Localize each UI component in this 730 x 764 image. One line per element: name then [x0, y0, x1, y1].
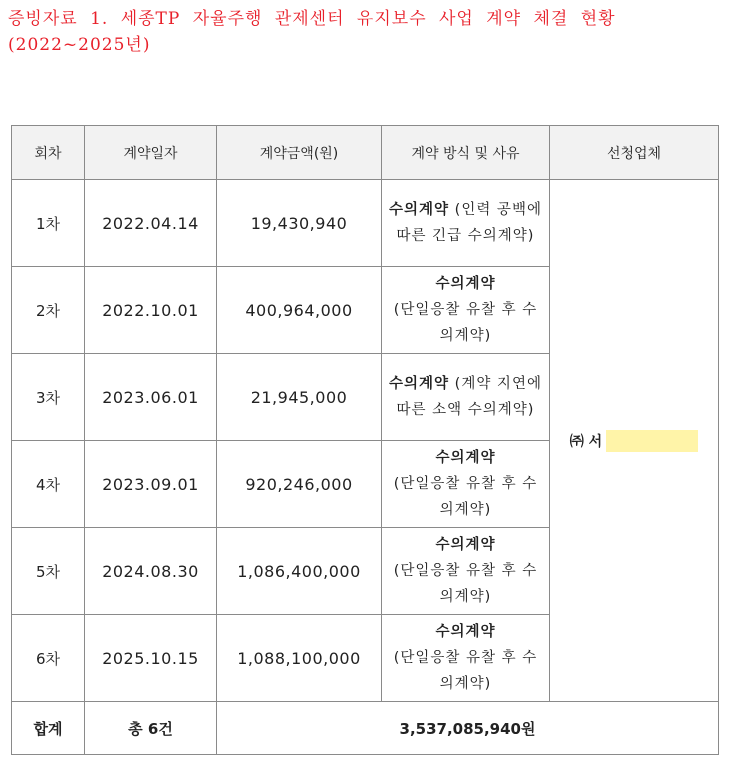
amount-cell: 21,945,000 [217, 354, 382, 441]
method-reason: (인력 공백에 따른 긴급 수의계약) [396, 202, 542, 244]
round-cell: 4차 [12, 441, 85, 528]
amount-cell: 19,430,940 [217, 180, 382, 267]
header-round: 회차 [12, 126, 85, 180]
total-sum: 3,537,085,940원 [217, 702, 719, 755]
method-type: 수의계약 [435, 624, 496, 640]
vendor-name: ㈜ 서 [569, 433, 603, 450]
date-cell: 2022.10.01 [85, 267, 217, 354]
method-reason: (단일응찰 유찰 후 수의계약) [393, 476, 538, 518]
header-vendor: 선청업체 [550, 126, 719, 180]
method-cell [382, 267, 550, 354]
method-type: 수의계약 [435, 537, 496, 553]
table-row [12, 180, 719, 267]
method-type: 수의계약 [389, 202, 450, 218]
round-cell: 2차 [12, 267, 85, 354]
method-reason: (단일응찰 유찰 후 수의계약) [393, 302, 538, 344]
date-cell: 2023.09.01 [85, 441, 217, 528]
date-cell: 2025.10.15 [85, 615, 217, 702]
header-amount: 계약금액(원) [217, 126, 382, 180]
method-reason: (단일응찰 유찰 후 수의계약) [393, 563, 538, 605]
vendor-cell [550, 180, 719, 702]
title-line-1: 증빙자료 1. 세종TP 자율주행 관제센터 유지보수 사업 계약 체결 현황 [8, 9, 616, 29]
date-cell: 2024.08.30 [85, 528, 217, 615]
round-cell: 5차 [12, 528, 85, 615]
round-cell: 1차 [12, 180, 85, 267]
header-method: 계약 방식 및 사유 [382, 126, 550, 180]
method-reason: (단일응찰 유찰 후 수의계약) [393, 650, 538, 692]
method-type: 수의계약 [435, 276, 496, 292]
method-cell [382, 354, 550, 441]
header-row [12, 126, 719, 180]
amount-cell: 1,086,400,000 [217, 528, 382, 615]
contract-table [11, 125, 719, 755]
document-title [8, 6, 724, 58]
method-type: 수의계약 [389, 376, 450, 392]
method-cell [382, 180, 550, 267]
total-row [12, 702, 719, 755]
method-type: 수의계약 [435, 450, 496, 466]
total-label: 합계 [12, 702, 85, 755]
amount-cell: 920,246,000 [217, 441, 382, 528]
title-line-2: (2022~2025년) [8, 35, 151, 55]
total-count: 총 6건 [85, 702, 217, 755]
header-date: 계약일자 [85, 126, 217, 180]
round-cell: 6차 [12, 615, 85, 702]
method-cell [382, 441, 550, 528]
amount-cell: 400,964,000 [217, 267, 382, 354]
method-cell [382, 528, 550, 615]
method-reason: (계약 지연에 따른 소액 수의계약) [396, 376, 542, 418]
amount-cell: 1,088,100,000 [217, 615, 382, 702]
date-cell: 2023.06.01 [85, 354, 217, 441]
round-cell: 3차 [12, 354, 85, 441]
date-cell: 2022.04.14 [85, 180, 217, 267]
method-cell [382, 615, 550, 702]
redaction-highlight [606, 430, 698, 452]
